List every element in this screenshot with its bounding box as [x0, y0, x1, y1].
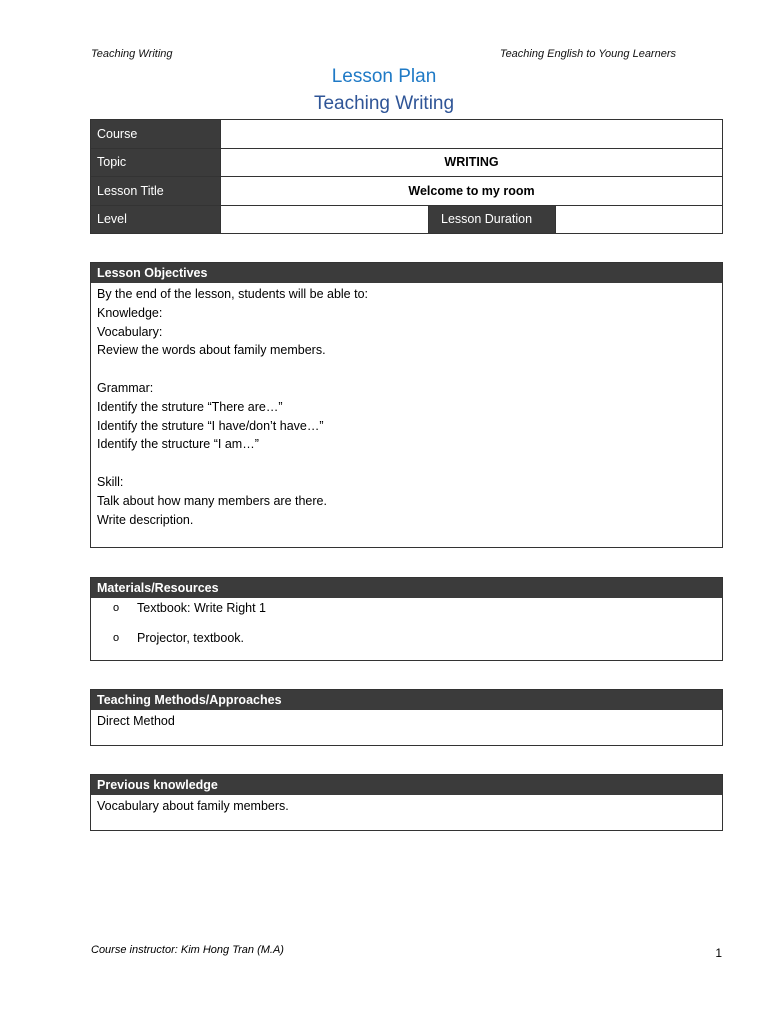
section-heading: Teaching Methods/Approaches — [91, 690, 722, 710]
section-body: Vocabulary about family members. — [97, 799, 289, 813]
vocabulary-item: Review the words about family members. — [97, 343, 326, 358]
lesson-title-label: Lesson Title — [91, 177, 221, 206]
grammar-item: Identify the structure “I am…” — [97, 437, 259, 452]
section-heading: Materials/Resources — [91, 578, 722, 598]
page-number: 1 — [715, 946, 722, 960]
section-heading: Previous knowledge — [91, 775, 722, 795]
previous-knowledge-section — [90, 774, 723, 831]
vocabulary-label: Vocabulary: — [97, 324, 163, 339]
lesson-duration-value — [556, 205, 723, 234]
table-row — [91, 120, 723, 149]
list-item-text: Projector, textbook. — [137, 631, 245, 645]
table-row — [91, 177, 723, 206]
table-row — [91, 148, 723, 177]
table-row — [91, 205, 723, 234]
grammar-item: Identify the struture “I have/don’t have…” — [97, 418, 324, 433]
skill-item: Write description. — [97, 512, 194, 527]
course-value — [221, 120, 723, 149]
level-label: Level — [91, 205, 221, 234]
section-body: Direct Method — [97, 714, 175, 728]
list-item — [91, 598, 722, 618]
topic-value: WRITING — [221, 148, 723, 177]
knowledge-label: Knowledge: — [97, 305, 163, 320]
section-heading: Lesson Objectives — [91, 263, 722, 283]
lesson-info-table — [90, 119, 723, 234]
level-value — [221, 205, 429, 234]
grammar-label: Grammar: — [97, 380, 154, 395]
bullet-icon: o — [113, 632, 120, 644]
list-item-text: Textbook: Write Right 1 — [137, 601, 266, 615]
teaching-methods-section — [90, 689, 723, 746]
grammar-item: Identify the struture “There are…” — [97, 399, 283, 414]
topic-label: Topic — [91, 148, 221, 177]
lesson-objectives-section — [90, 262, 723, 548]
footer-instructor: Course instructor: Kim Hong Tran (M.A) — [91, 944, 284, 956]
list-item — [91, 628, 722, 648]
section-body — [91, 283, 722, 531]
header-left: Teaching Writing — [91, 48, 173, 60]
course-label: Course — [91, 120, 221, 149]
lesson-title-value: Welcome to my room — [221, 177, 723, 206]
lesson-duration-label: Lesson Duration — [429, 205, 556, 234]
document-subtitle: Teaching Writing — [313, 93, 455, 114]
bullet-icon: o — [113, 602, 120, 614]
materials-section — [90, 577, 723, 661]
skill-item: Talk about how many members are there. — [97, 493, 327, 508]
skill-label: Skill: — [97, 474, 124, 489]
header-right: Teaching English to Young Learners — [499, 48, 676, 60]
document-title: Lesson Plan — [331, 66, 437, 87]
objectives-intro: By the end of the lesson, students will be able to: — [97, 287, 369, 301]
